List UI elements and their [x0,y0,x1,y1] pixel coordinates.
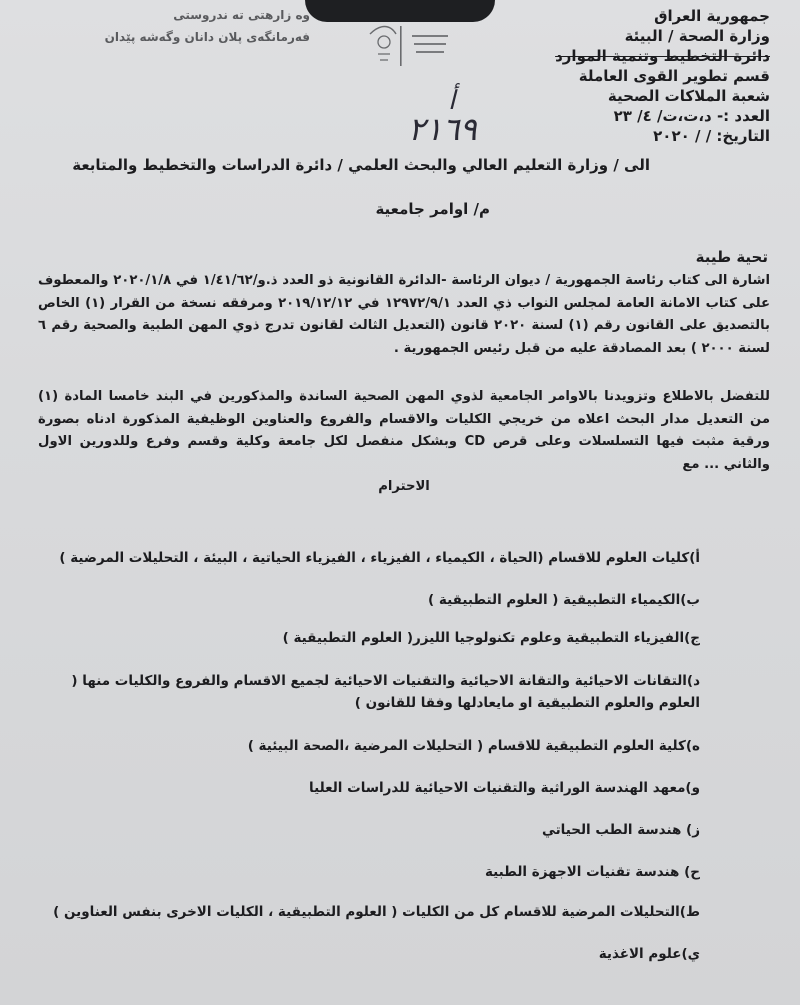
list-item: ه)كلية العلوم التطبيقية للاقسام ( التحليلات المرضية ،الصحة البيئية ) [247,738,700,754]
header-ministry: وزارة الصحة / البيئة [624,27,770,45]
header-department: دائرة التخطيط وتنمية الموارد [555,47,770,65]
list-item: ب)الكيمياء التطبيقية ( العلوم التطبيقية ) [428,592,700,608]
header-date: التاريخ: / / ٢٠٢٠ [653,127,770,145]
handwritten-mark: أ [448,86,456,116]
list-item: ز) هندسة الطب الحياتي [541,822,700,838]
handwritten-number: ٢١٦٩ [408,110,477,148]
list-item: د)التقانات الاحيائية والتقانة الاحيائية والتقنيات الاحيائية لجميع الاقسام والفروع والكليات منها ( العلوم والعلوم التطبيقية او مايعادلها وفقا للقانون ) [71,673,700,711]
list-item: ح) هندسة تقنيات الاجهزة الطبية [484,864,700,880]
list-item: و)معهد الهندسة الوراثية والتقنيات الاحيائية للدراسات العليا [309,780,700,796]
list-item: ط)التحليلات المرضية للاقسام كل من الكليات ( العلوم التطبيقية ، الكليات الاخرى بنفس العناوين ) [53,904,700,920]
list-item: ج)الفيزياء التطبيقية وعلوم تكنولوجيا الليزر( العلوم التطبيقية ) [282,630,700,646]
header-section: قسم تطوير القوى العاملة [578,67,770,85]
camera-notch [305,0,495,22]
addressee-line: الى / وزارة التعليم العالي والبحث العلمي / دائرة الدراسات والتخطيط والمتابعة [72,156,650,174]
header-left-line: وه زارهتی ته ندروستی [173,8,310,22]
subject-line: م/ اوامر جامعية [375,200,490,218]
list-item: أ)كليات العلوم للاقسام (الحياة ، الكيمياء ، الفيزياء ، الفيزياء الحياتية ، البيئة ، التحليلات المرضية ) [59,550,700,566]
ministry-logo [340,20,460,70]
body-paragraph-2 [38,386,770,499]
header-right-block [555,6,770,146]
header-ref-number: العدد :- د،ت،ت/ ٤/ ٢٣ [613,107,770,125]
greeting: تحية طيبة [695,248,768,266]
header-division: شعبة الملاكات الصحية [607,87,770,105]
body-paragraph-1: اشارة الى كتاب رئاسة الجمهورية / ديوان الرئاسة -الدائرة القانونية ذو العدد ذ.و/١/٤١/٦٢ في ٢٠٢٠/١/٨ والمعطوف على كتاب الامانة العامة لمجلس النواب ذي العدد ١٢٩٧٢/٩/١ في ٢٠١٩/١٢/١٢ ومرفقه نسخة من القرار (١) الخاص بالتصديق على القانون رقم (١) لسنة ٢٠٢٠ قانون (التعديل الثالث لقانون تدرج ذوي المهن الطبية والصحية رقم ٦ لسنة ٢٠٠٠ ) بعد المصادقة عليه من قبل رئيس الجمهورية . [38,273,770,356]
header-left-block [104,4,310,48]
list-item: ي)علوم الاغذية [598,946,700,962]
request-text: للتفضل بالاطلاع وتزويدنا بالاوامر الجامعية لذوي المهن الصحية الساندة والمذكورين في البند خامسا المادة (١) من التعديل مدار البحث اعلاه من خريجي الكليات والاقسام والفروع والعناوين الوظيفية المذكورة ادناه بصورة ورقية مثبت فيها التسلسلات وعلى قرص CD وبشكل منفصل لكل جامعة وكلية وقسم وفرع وللدورين الاول والثاني ... مع [38,389,770,472]
header-left-line: فەرمانگەی پلان دانان وگەشە پێدان [104,30,310,44]
header-country: جمهورية العراق [654,7,770,25]
closing-text: الاحترام [378,479,430,494]
